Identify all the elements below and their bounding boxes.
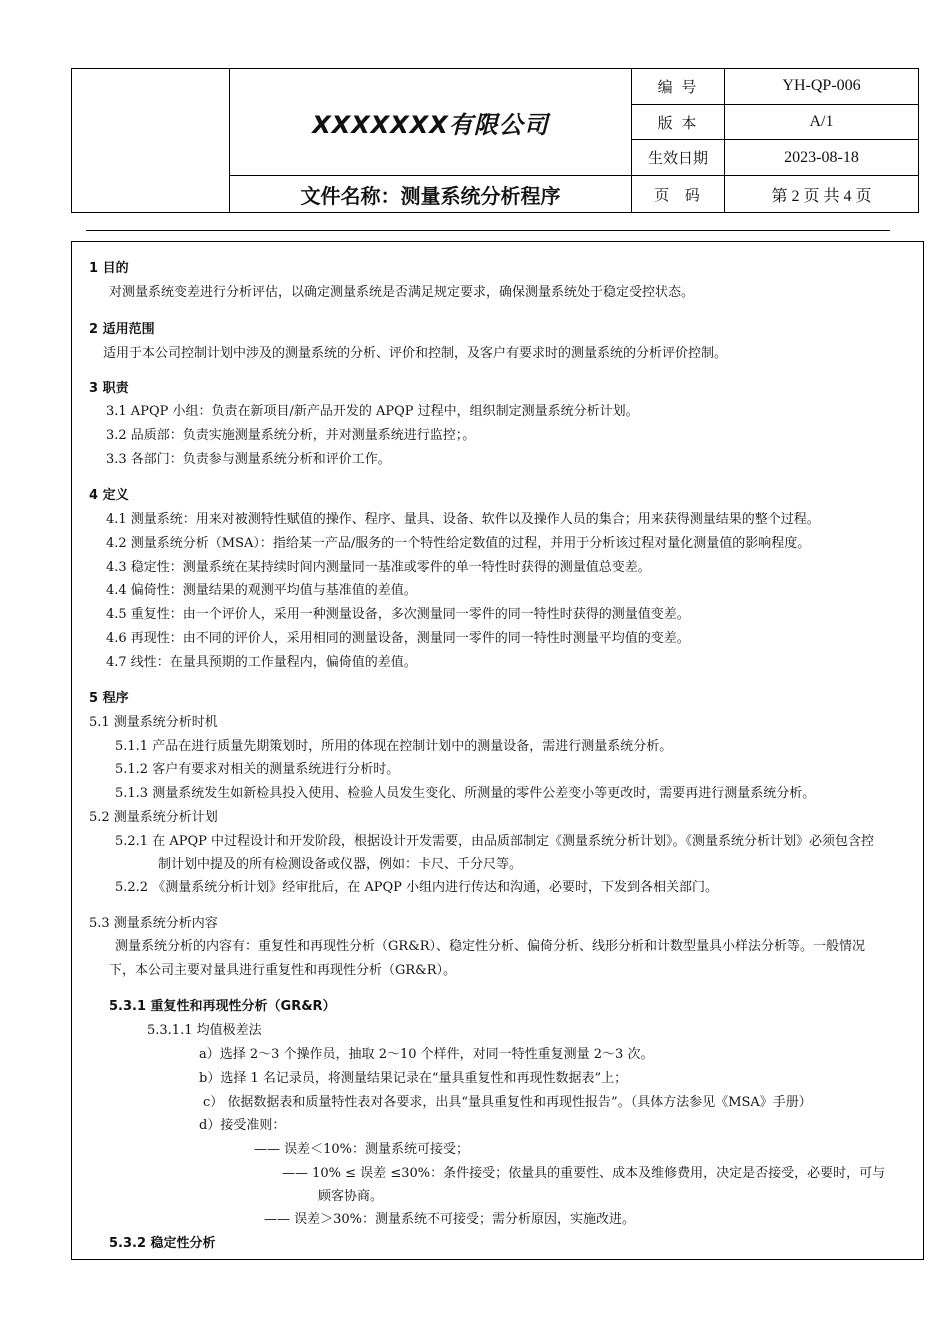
definition-item: 4.5 重复性：由一个评价人，采用一种测量设备，多次测量同一零件的同一特性时获得的测量值变差。 xyxy=(106,607,690,622)
content-paragraph-line2: 下，本公司主要对量具进行重复性和再现性分析（GR&R）。 xyxy=(109,963,457,978)
version-value: A/1 xyxy=(725,104,919,140)
section-5-3-2-title: 5.3.2 稳定性分析 xyxy=(109,1236,216,1251)
acceptance-criterion: —— 误差＞30%：测量系统不可接受；需分析原因，实施改进。 xyxy=(264,1212,636,1227)
section-5-3-1-1-title: 5.3.1.1 均值极差法 xyxy=(147,1023,262,1038)
acceptance-criterion: —— 误差＜10%：测量系统可接受； xyxy=(254,1142,470,1157)
plan-item-5-2-1-continued: 制计划中提及的所有检测设备或仪器，例如：卡尺、千分尺等。 xyxy=(158,857,523,872)
procedure-step: c） 依据数据表和质量特性表对各要求，出具“量具重复性和再现性报告”。（具体方法参见《MSA》手册） xyxy=(203,1095,812,1110)
section-2-text: 适用于本公司控制计划中涉及的测量系统的分析、评价和控制，及客户有要求时的测量系统的分析评价控制。 xyxy=(103,346,728,361)
doc-number-label: 编 号 xyxy=(632,69,725,105)
timing-item: 5.1.2 客户有要求对相关的测量系统进行分析时。 xyxy=(115,762,400,777)
plan-item-5-2-1: 5.2.1 在 APQP 中过程设计和开发阶段，根据设计开发需要，由品质部制定《测量系统分析计划》。《测量系统分析计划》必须包含控 xyxy=(115,834,875,849)
section-3-title: 3 职责 xyxy=(89,381,129,396)
definition-item: 4.4 偏倚性：测量结果的观测平均值与基准值的差值。 xyxy=(106,583,417,598)
responsibility-item: 3.2 品质部：负责实施测量系统分析，并对测量系统进行监控；。 xyxy=(106,428,476,443)
definition-item: 4.2 测量系统分析（MSA）：指给某一产品/服务的一个特性给定数值的过程，并用于分析该过程对量化测量值的影响程度。 xyxy=(106,536,811,551)
section-5-3-title: 5.3 测量系统分析内容 xyxy=(89,916,218,931)
effective-date-value: 2023-08-18 xyxy=(725,140,919,176)
effective-date-label: 生效日期 xyxy=(632,140,725,176)
definition-item: 4.3 稳定性：测量系统在某持续时间内测量同一基准或零件的单一特性时获得的测量值总变差。 xyxy=(106,560,651,575)
logo-cell xyxy=(72,69,230,213)
section-5-1-title: 5.1 测量系统分析时机 xyxy=(89,715,218,730)
page-label: 页 码 xyxy=(632,176,725,213)
document-name-cell xyxy=(230,176,632,213)
procedure-step: d）接受准则： xyxy=(199,1118,286,1133)
section-2-title: 2 适用范围 xyxy=(89,322,155,337)
page-value: 第 2 页 共 4 页 xyxy=(725,176,919,213)
section-5-3-1-title: 5.3.1 重复性和再现性分析（GR&R） xyxy=(109,999,336,1014)
document-name: 文件名称：测量系统分析程序 xyxy=(300,183,561,208)
content-paragraph-line1: 测量系统分析的内容有：重复性和再现性分析（GR&R）、稳定性分析、偏倚分析、线形分析和计数型量具小样法分析等。一般情况 xyxy=(115,939,866,954)
procedure-step: b）选择 1 名记录员，将测量结果记录在“量具重复性和再现性数据表”上； xyxy=(199,1071,628,1086)
plan-item-5-2-2: 5.2.2 《测量系统分析计划》经审批后，在 APQP 小组内进行传达和沟通，必要时，下发到各相关部门。 xyxy=(115,880,719,895)
company-name: XXXXXXX有限公司 xyxy=(312,110,549,139)
version-label: 版 本 xyxy=(632,104,725,140)
company-name-cell xyxy=(230,69,632,176)
document-header-table xyxy=(71,68,919,213)
definition-item: 4.1 测量系统：用来对被测特性赋值的操作、程序、量具、设备、软件以及操作人员的集合；用来获得测量结果的整个过程。 xyxy=(106,512,820,527)
section-1-title: 1 目的 xyxy=(89,261,129,276)
timing-item: 5.1.3 测量系统发生如新检具投入使用、检验人员发生变化、所测量的零件公差变小等更改时，需要再进行测量系统分析。 xyxy=(115,786,816,801)
definition-item: 4.6 再现性：由不同的评价人，采用相同的测量设备，测量同一零件的同一特性时测量平均值的变差。 xyxy=(106,631,690,646)
section-1-text: 对测量系统变差进行分析评估，以确定测量系统是否满足规定要求，确保测量系统处于稳定受控状态。 xyxy=(109,285,695,300)
acceptance-criterion-continued: 顾客协商。 xyxy=(318,1189,384,1204)
doc-number-value: YH-QP-006 xyxy=(725,69,919,105)
definition-item: 4.7 线性：在量具预期的工作量程内，偏倚值的差值。 xyxy=(106,655,417,670)
header-divider xyxy=(86,230,890,231)
timing-item: 5.1.1 产品在进行质量先期策划时，所用的体现在控制计划中的测量设备，需进行测量系统分析。 xyxy=(115,739,673,754)
acceptance-criterion: —— 10% ≤ 误差 ≤30%：条件接受；依量具的重要性、成本及维修费用，决定是否接受，必要时，可与 xyxy=(282,1166,886,1181)
responsibility-item: 3.1 APQP 小组：负责在新项目/新产品开发的 APQP 过程中，组织制定测量系统分析计划。 xyxy=(106,404,639,419)
section-5-title: 5 程序 xyxy=(89,691,129,706)
procedure-step: a）选择 2～3 个操作员，抽取 2～10 个样件，对同一特性重复测量 2～3 次。 xyxy=(199,1047,654,1062)
section-4-title: 4 定义 xyxy=(89,488,129,503)
responsibility-item: 3.3 各部门：负责参与测量系统分析和评价工作。 xyxy=(106,452,391,467)
section-5-2-title: 5.2 测量系统分析计划 xyxy=(89,810,218,825)
